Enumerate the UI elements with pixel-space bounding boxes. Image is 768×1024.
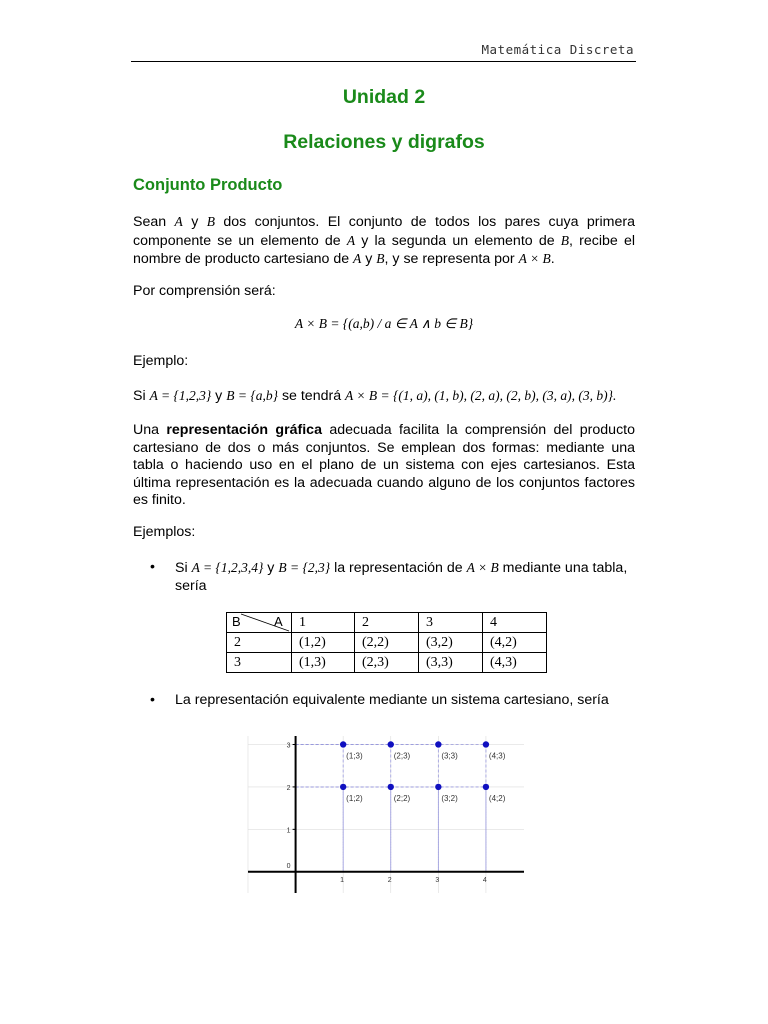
- x-tick-label: 4: [482, 876, 487, 884]
- point-label: (3;2): [441, 793, 458, 803]
- table-header-cell: 4: [483, 613, 547, 633]
- table-cell: (3,2): [419, 633, 483, 653]
- bullet-1-icon: •: [150, 559, 155, 575]
- point-label: (2;3): [393, 751, 411, 761]
- comprehension-text: Por comprensión será:: [133, 283, 276, 299]
- representation-paragraph: Una representación gráfica adecuada facilita la comprensión del producto cartesiano de dos o más conjuntos. Se emplean dos formas: mediante una tabla o haciendo uso en el plano de un sistema con ejes cartesianos. Esta última representación es la adecuada cuando alguno de los conjuntos factores es finito.: [133, 422, 635, 508]
- point-label: (4;3): [488, 751, 506, 761]
- table-cell: (4,3): [483, 653, 547, 673]
- data-point: [483, 741, 489, 747]
- data-point: [340, 784, 346, 790]
- table-row: [227, 633, 547, 653]
- table-row-label: 3: [227, 653, 292, 673]
- table-cell: (2,2): [355, 633, 419, 653]
- table-row-label: 2: [227, 633, 292, 653]
- comprehension-formula: A × B = {(a,b) / a ∈ A ∧ b ∈ B}: [294, 316, 474, 331]
- section-heading: Conjunto Producto: [133, 176, 283, 194]
- table-row: [227, 653, 547, 673]
- y-tick-label: 3: [286, 742, 291, 750]
- x-tick-label: 0: [286, 862, 291, 870]
- data-point: [435, 741, 441, 747]
- corner-label-b: B: [232, 613, 241, 629]
- table-cell: (4,2): [483, 633, 547, 653]
- point-label: (1;2): [346, 793, 363, 803]
- x-tick-label: 3: [435, 876, 440, 884]
- cartesian-chart: [240, 726, 530, 898]
- table-header-cell: 2: [355, 613, 419, 633]
- product-table: [226, 612, 547, 673]
- bullet-2-text: La representación equivalente mediante un sistema cartesiano, sería: [175, 692, 609, 708]
- example-label: Ejemplo:: [133, 353, 189, 369]
- data-point: [388, 741, 394, 747]
- point-label: (1;3): [346, 751, 363, 761]
- running-header: Matemática Discreta: [481, 42, 634, 57]
- table-cell: (3,3): [419, 653, 483, 673]
- y-tick-label: 1: [286, 827, 291, 835]
- bullet-1-text: Si A = {1,2,3,4} y B = {2,3} la representación de A × B mediante una tabla, sería: [175, 560, 628, 594]
- chapter-title: Relaciones y digrafos: [283, 131, 485, 153]
- bullet-2-icon: •: [150, 692, 155, 708]
- x-tick-label: 2: [387, 876, 392, 884]
- example-line: Si A = {1,2,3} y B = {a,b} se tendrá A × B = {(1, a), (1, b), (2, a), (2, b), (3, a), (3, b)}.: [133, 388, 617, 404]
- table-cell: (2,3): [355, 653, 419, 673]
- data-point: [435, 784, 441, 790]
- table-header-cell: 3: [419, 613, 483, 633]
- header-rule: [131, 61, 636, 62]
- x-tick-label: 1: [340, 876, 345, 884]
- unit-heading: Unidad 2: [342, 86, 426, 108]
- y-tick-label: 2: [286, 784, 291, 792]
- examples-label: Ejemplos:: [133, 524, 196, 540]
- corner-label-a: A: [274, 613, 283, 629]
- definition-paragraph: Sean A y B dos conjuntos. El conjunto de todos los pares cuya primera componente se un elemento de A y la segunda un elemento de B, recibe el nombre de producto cartesiano de A y B, y se representa por A × B.: [133, 214, 635, 267]
- point-label: (2;2): [393, 793, 411, 803]
- data-point: [483, 784, 489, 790]
- table-corner-cell: [227, 613, 292, 633]
- data-point: [340, 741, 346, 747]
- table-header-row: [227, 613, 547, 633]
- table-cell: (1,3): [292, 653, 355, 673]
- table-header-cell: 1: [292, 613, 355, 633]
- data-point: [388, 784, 394, 790]
- point-label: (4;2): [488, 793, 506, 803]
- point-label: (3;3): [441, 751, 458, 761]
- table-cell: (1,2): [292, 633, 355, 653]
